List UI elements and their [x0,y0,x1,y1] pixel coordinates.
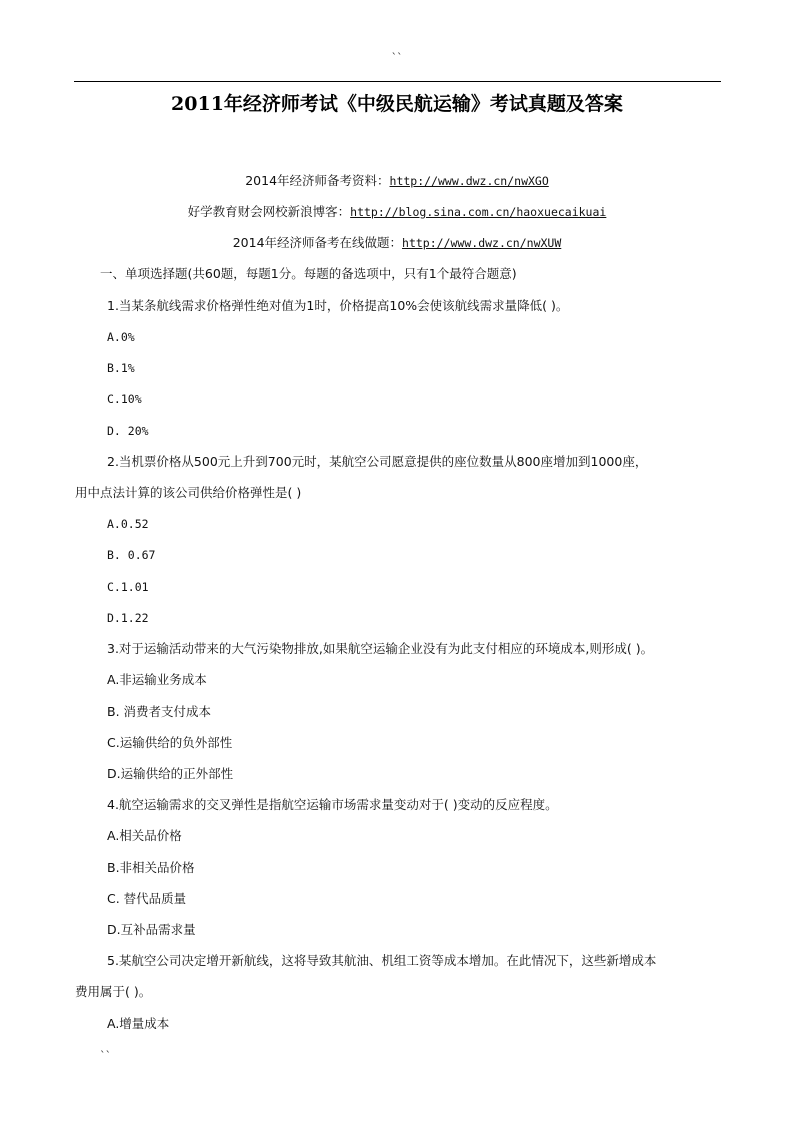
question-option: C.10% [107,392,142,406]
header-rule [74,81,721,82]
resource-label: 2014年经济师备考资料： [245,173,390,188]
resource-label: 2014年经济师备考在线做题： [232,235,403,250]
question-option: C. 替代品质量 [107,891,187,906]
question-option: D.1.22 [107,611,149,625]
question-option: B. 0.67 [107,548,156,562]
question-stem-continued: 用中点法计算的该公司供给价格弹性是( ) [75,485,302,500]
question-option: D.互补品需求量 [107,922,196,937]
resource-label: 好学教育财会网校新浪博客： [187,204,351,219]
resource-link[interactable]: http://www.dwz.cn/nwXUW [402,236,562,250]
question-stem: 4.航空运输需求的交叉弹性是指航空运输市场需求量变动对于( )变动的反应程度。 [107,797,558,812]
header-mark: `` [391,51,403,64]
question-option: D.运输供给的正外部性 [107,766,234,781]
question-stem: 2.当机票价格从500元上升到700元时，某航空公司愿意提供的座位数量从800座增加到1000座， [107,454,648,469]
resource-link[interactable]: http://blog.sina.com.cn/haoxuecaikuai [350,205,607,219]
question-stem-continued: 费用属于( )。 [75,984,152,999]
question-stem: 3.对于运输活动带来的大气污染物排放,如果航空运输企业没有为此支付相应的环境成本,则形成( )。 [107,641,654,656]
page-title: 2011年经济师考试《中级民航运输》考试真题及答案 [171,93,623,115]
question-option: C.1.01 [107,580,149,594]
question-option: D. 20% [107,424,149,438]
resource-line-2 [0,203,794,221]
question-option: A.非运输业务成本 [107,672,207,687]
question-stem: 1.当某条航线需求价格弹性绝对值为1时，价格提高10%会使该航线需求量降低( )。 [107,298,569,313]
question-option: A.0.52 [107,517,149,531]
section-heading: 一、单项选择题(共60题，每题1分。每题的备选项中，只有1个最符合题意) [100,266,517,281]
question-option: A.增量成本 [107,1016,170,1031]
resource-line-3 [0,234,794,252]
question-option: A.0% [107,330,135,344]
resource-line-1 [0,172,794,190]
question-option: A.相关品价格 [107,828,182,843]
resource-link[interactable]: http://www.dwz.cn/nwXGO [389,174,549,188]
question-stem: 5.某航空公司决定增开新航线，这将导致其航油、机组工资等成本增加。在此情况下，这些新增成本 [107,953,657,968]
question-option: B. 消费者支付成本 [107,704,212,719]
question-option: C.运输供给的负外部性 [107,735,233,750]
question-option: B.非相关品价格 [107,860,195,875]
footer-mark: `` [100,1049,111,1062]
question-option: B.1% [107,361,135,375]
